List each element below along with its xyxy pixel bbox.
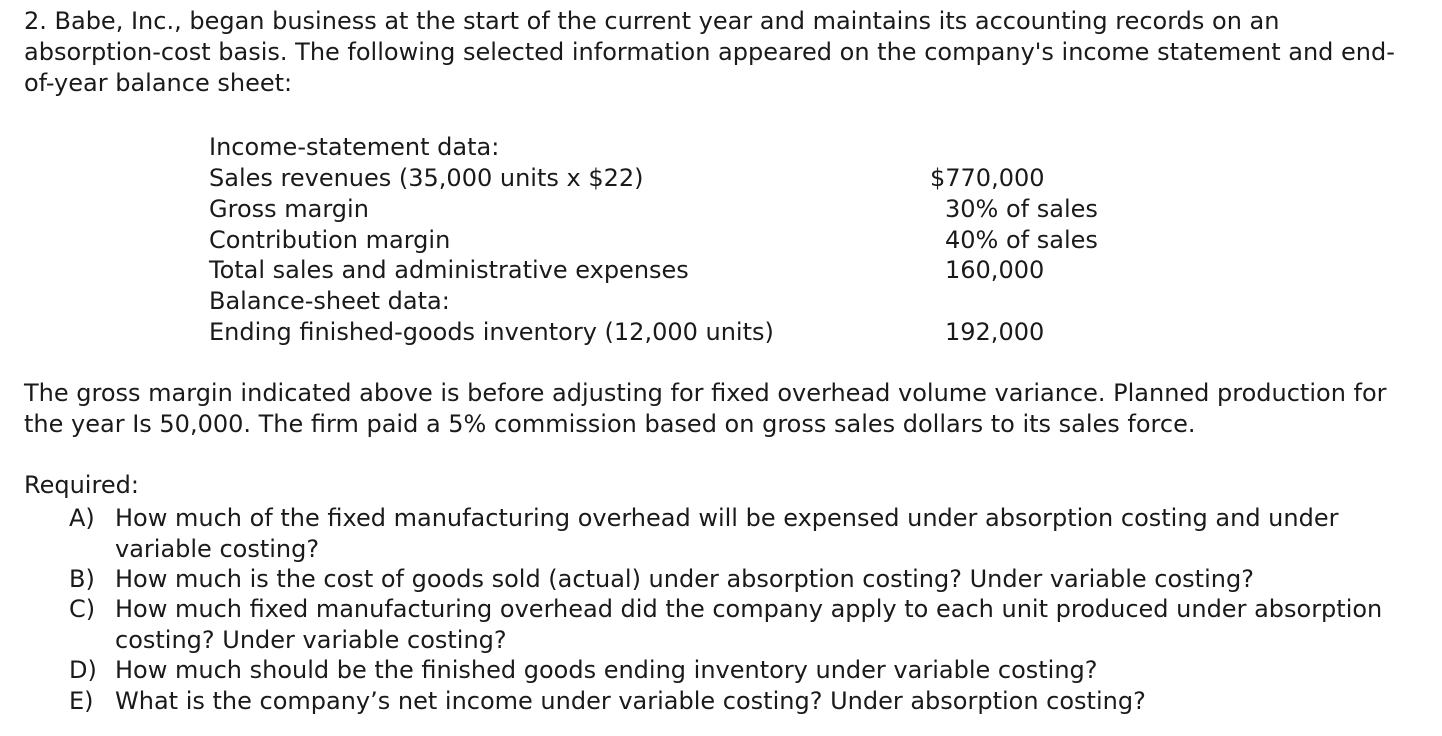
sga-value: 160,000 [945, 256, 1045, 284]
required-item-letter: D) [69, 656, 97, 684]
gross-margin-note-paragraph: The gross margin indicated above is before adjusting for fixed overhead volume variance. Planned production for the year Is 50,000. The firm paid a 5% commission based on gross sales dollars to its sales force. [24, 379, 1387, 438]
income-statement-heading-row [0, 132, 1442, 163]
required-item-letter: C) [69, 595, 96, 623]
required-heading: Required: [24, 471, 139, 499]
inventory-label: Ending finished-goods inventory (12,000 units) [209, 318, 774, 346]
contribution-margin-label: Contribution margin [209, 226, 451, 254]
required-item-text: How much fixed manufacturing overhead did the company apply to each unit produced under absorption costing? Under variable costing? [115, 595, 1383, 654]
balance-sheet-heading-row [0, 286, 1442, 317]
required-item-letter: B) [69, 565, 95, 593]
required-item-text: How much should be the finished goods ending inventory under variable costing? [115, 656, 1098, 684]
contribution-margin-value: 40% of sales [945, 226, 1098, 254]
required-item-letter: E) [69, 687, 94, 715]
gross-margin-label: Gross margin [209, 195, 369, 223]
sales-value: $770,000 [930, 164, 1045, 192]
sales-label: Sales revenues (35,000 units x $22) [209, 164, 644, 192]
balance-sheet-heading: Balance-sheet data: [209, 287, 450, 315]
sga-label: Total sales and administrative expenses [209, 256, 689, 284]
required-item-text: How much of the fixed manufacturing overhead will be expensed under absorption costing and under variable costing? [115, 504, 1339, 563]
intro-paragraph: 2. Babe, Inc., began business at the start of the current year and maintains its accounting records on an absorption-cost basis. The following selected information appeared on the company's income statement and end-of-year balance sheet: [24, 7, 1395, 97]
sga-row [0, 255, 1442, 286]
income-statement-heading: Income-statement data: [209, 133, 500, 161]
gross-margin-value: 30% of sales [945, 195, 1098, 223]
inventory-value: 192,000 [945, 318, 1045, 346]
required-item-text: What is the company’s net income under variable costing? Under absorption costing? [115, 687, 1146, 715]
contribution-margin-row [0, 225, 1442, 256]
required-item-letter: A) [69, 504, 95, 532]
required-item-text: How much is the cost of goods sold (actual) under absorption costing? Under variable costing? [115, 565, 1254, 593]
sales-row [0, 163, 1442, 194]
inventory-row [0, 317, 1442, 348]
gross-margin-row [0, 194, 1442, 225]
